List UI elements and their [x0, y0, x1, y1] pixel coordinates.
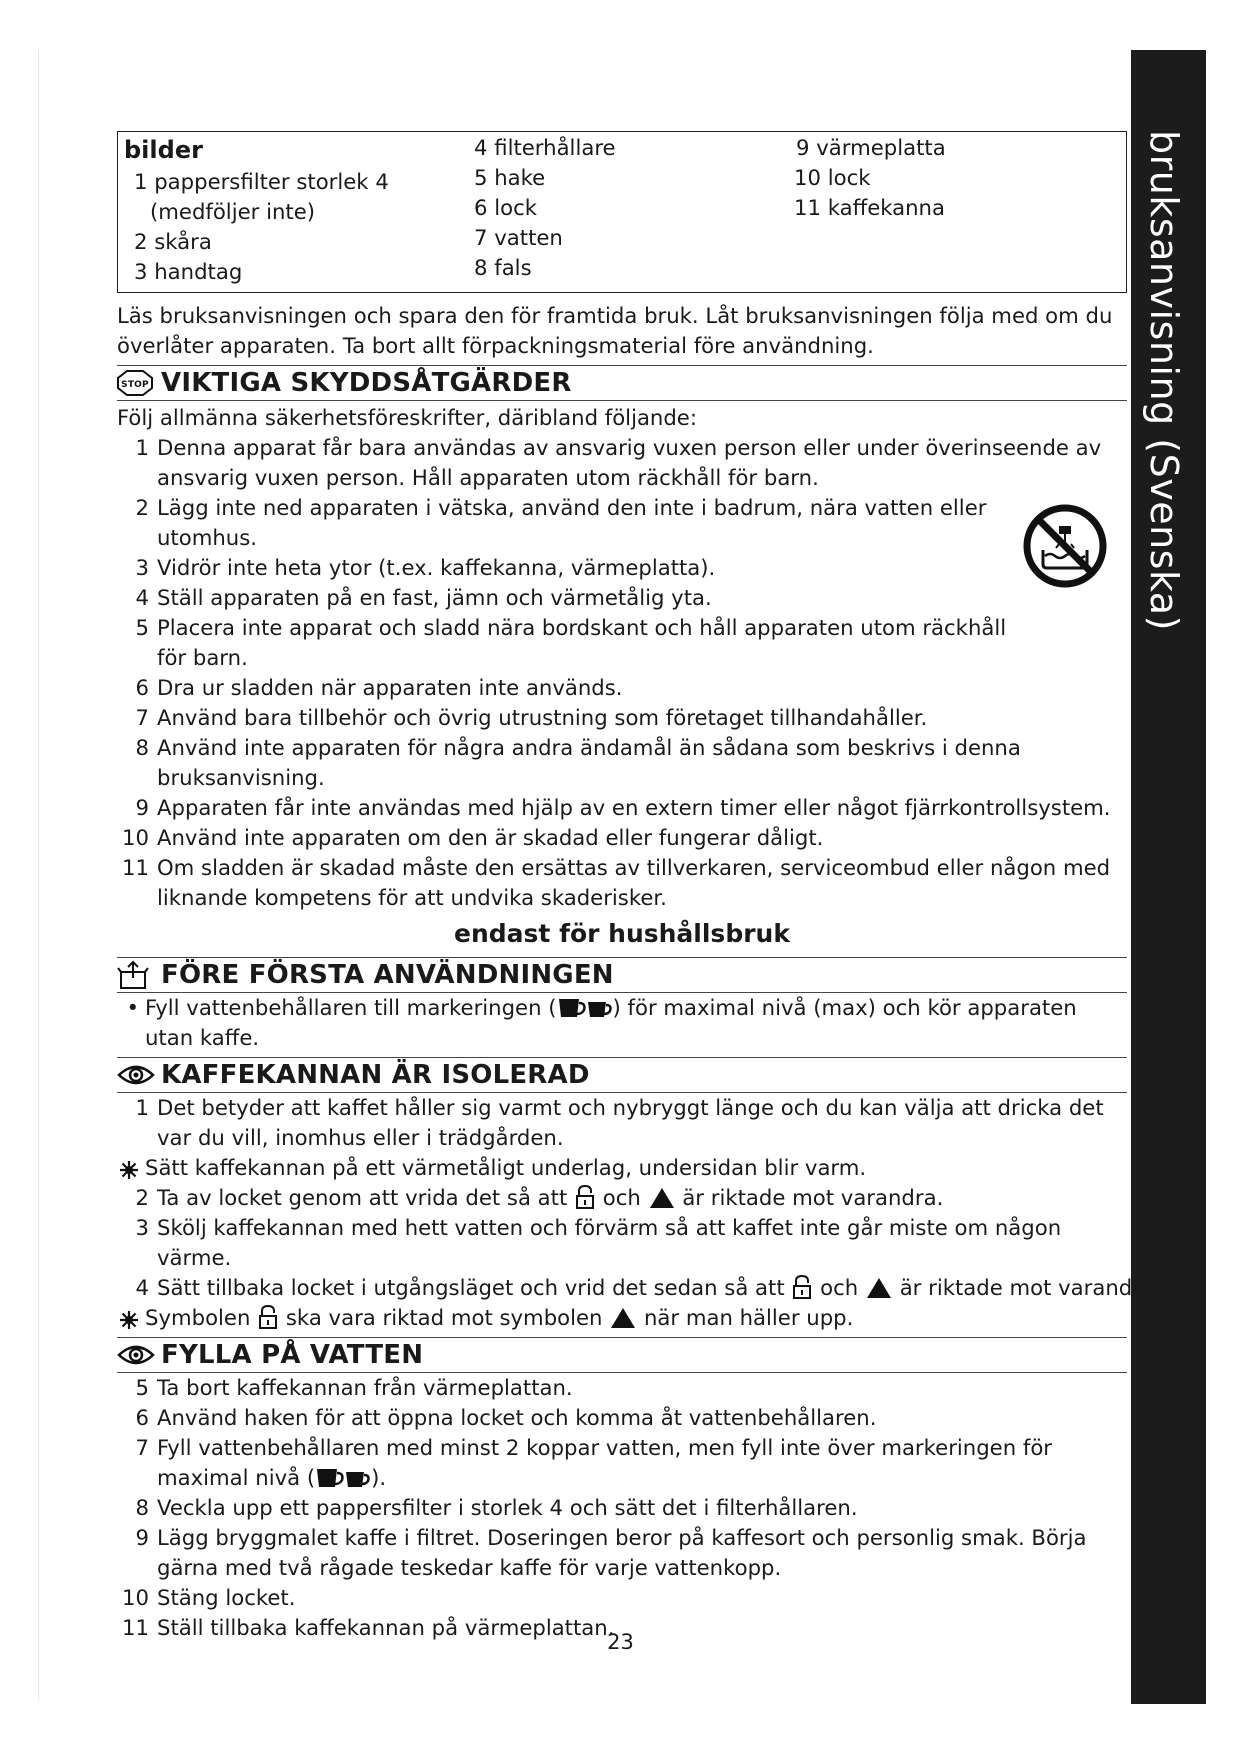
pour-triangle-icon — [648, 1186, 676, 1210]
parts-legend — [117, 131, 1127, 293]
section-title: VIKTIGA SKYDDSÅTGÄRDER — [161, 368, 572, 398]
max-cups-icon — [315, 1466, 371, 1490]
section-heading-insulated — [117, 1057, 1127, 1093]
section-heading-water — [117, 1337, 1127, 1373]
part-item: 11 kaffekanna — [794, 195, 945, 220]
list-item: 10 Stäng locket. — [122, 1585, 296, 1610]
safety-list — [117, 433, 1127, 913]
part-item: 4 filterhållare — [474, 135, 616, 160]
section-heading-first-use — [117, 957, 1127, 993]
parts-column-2 — [464, 133, 616, 283]
parts-title: bilder — [124, 136, 203, 164]
part-item: 9 värmeplatta — [796, 135, 946, 160]
lock-open-icon — [574, 1184, 596, 1210]
parts-column-3 — [784, 133, 946, 223]
list-item: 4 Ställ apparaten på en fast, jämn och värmetålig yta. — [135, 585, 712, 610]
part-item: 6 lock — [474, 195, 538, 220]
section-heading-safety — [117, 365, 1127, 401]
side-tab-title: bruksanvisning (Svenska) — [1142, 130, 1186, 631]
document-body — [117, 131, 1161, 1643]
eye-icon — [117, 1063, 161, 1087]
heat-warning-icon — [117, 1153, 145, 1183]
part-item: 7 vatten — [474, 225, 563, 250]
list-item: 1 Denna apparat får bara användas av ansvarig vuxen person eller under överinseende av ansvarig vuxen person. Håll apparaten utom räckhåll för barn. — [135, 435, 1102, 490]
list-item: 6 Använd haken för att öppna locket och komma åt vattenbehållaren. — [135, 1405, 877, 1430]
page-margin-line — [38, 50, 39, 1700]
list-item: 3 Vidrör inte heta ytor (t.ex. kaffekanna, värmeplatta). — [135, 555, 716, 580]
part-item: 1 pappersfilter storlek 4 (medföljer inte) — [134, 169, 389, 224]
first-use-list — [117, 993, 1127, 1053]
lock-open-icon — [791, 1274, 813, 1300]
part-item: 8 fals — [474, 255, 532, 280]
parts-column-1 — [124, 133, 389, 287]
list-item: 6 Dra ur sladden när apparaten inte används. — [135, 675, 623, 700]
safety-lead: Följ allmänna säkerhetsföreskrifter, däribland följande: — [117, 405, 697, 430]
list-item: 9 Lägg bryggmalet kaffe i filtret. Doseringen beror på kaffesort och personlig smak. Börja gärna med två rågade teskedar kaffe för varje vattenkopp. — [135, 1525, 1087, 1580]
part-item: 2 skåra — [134, 229, 212, 254]
eye-icon — [117, 1343, 161, 1367]
list-item: 2 Ta av locket genom att vrida det så att och är riktade mot varandra. — [135, 1185, 944, 1210]
list-item: 8 Använd inte apparaten för några andra ändamål än sådana som beskrivs i denna bruksanvisning. — [135, 735, 1021, 790]
pour-triangle-icon — [865, 1276, 893, 1300]
list-item: 11 Ställ tillbaka kaffekannan på värmeplattan. — [122, 1615, 615, 1640]
list-item: • Fyll vattenbehållaren till markeringen ( ) för maximal nivå (max) och kör apparaten utan kaffe. — [126, 995, 1077, 1050]
list-item: Sätt kaffekannan på ett värmetåligt underlag, undersidan blir varm. — [117, 1153, 1127, 1183]
max-cups-icon — [557, 996, 613, 1020]
pour-triangle-icon — [609, 1306, 637, 1330]
list-item: 2 Lägg inte ned apparaten i vätska, använd den inte i badrum, nära vatten eller utomhus. — [135, 495, 987, 550]
list-item: 4 Sätt tillbaka locket i utgångsläget och vrid det sedan så att och är riktade mot varandra. — [135, 1275, 1161, 1300]
household-use-note: endast för hushållsbruk — [454, 919, 790, 948]
box-unpack-icon — [117, 960, 161, 990]
list-item: 5 Ta bort kaffekannan från värmeplattan. — [135, 1375, 573, 1400]
part-item: 10 lock — [794, 165, 871, 190]
insulated-list — [117, 1093, 1161, 1333]
stop-icon — [117, 370, 161, 396]
lock-open-icon — [257, 1304, 279, 1330]
section-title: KAFFEKANNAN ÄR ISOLERAD — [161, 1060, 590, 1090]
list-item: 10 Använd inte apparaten om den är skadad eller fungerar dåligt. — [122, 825, 824, 850]
list-item: 3 Skölj kaffekannan med hett vatten och förvärm så att kaffet inte går miste om någon värme. — [135, 1215, 1062, 1270]
section-title: FYLLA PÅ VATTEN — [161, 1340, 424, 1370]
list-item: Symbolen ska vara riktad mot symbolen när man häller upp. — [117, 1303, 1127, 1333]
list-item: 7 Använd bara tillbehör och övrig utrustning som företaget tillhandahåller. — [135, 705, 928, 730]
section-title: FÖRE FÖRSTA ANVÄNDNINGEN — [161, 960, 614, 990]
heat-warning-icon — [117, 1303, 145, 1333]
list-item: 8 Veckla upp ett pappersfilter i storlek 4 och sätt det i filterhållaren. — [135, 1495, 858, 1520]
intro-paragraph: Läs bruksanvisningen och spara den för framtida bruk. Låt bruksanvisningen följa med om du överlåter apparaten. Ta bort allt förpackningsmaterial före användning. — [117, 303, 1113, 358]
part-item: 3 handtag — [134, 259, 243, 284]
list-item: 11 Om sladden är skadad måste den ersättas av tillverkaren, serviceombud eller någon med liknande kompetens för att undvika skaderisker. — [122, 855, 1111, 910]
svg-text:STOP: STOP — [121, 380, 149, 390]
water-list — [117, 1373, 1127, 1643]
page-number: 23 — [607, 1630, 634, 1654]
part-item: 5 hake — [474, 165, 546, 190]
list-item: 5 Placera inte apparat och sladd nära bordskant och håll apparaten utom räckhåll för barn. — [135, 615, 1007, 670]
list-item: 9 Apparaten får inte användas med hjälp av en extern timer eller något fjärrkontrollsystem. — [135, 795, 1111, 820]
list-item: 1 Det betyder att kaffet håller sig varmt och nybryggt länge och du kan välja att dricka det var du vill, inomhus eller i trädgården. — [135, 1095, 1104, 1150]
list-item: 7 Fyll vattenbehållaren med minst 2 koppar vatten, men fyll inte över markeringen för maximal nivå ( ). — [135, 1435, 1053, 1490]
